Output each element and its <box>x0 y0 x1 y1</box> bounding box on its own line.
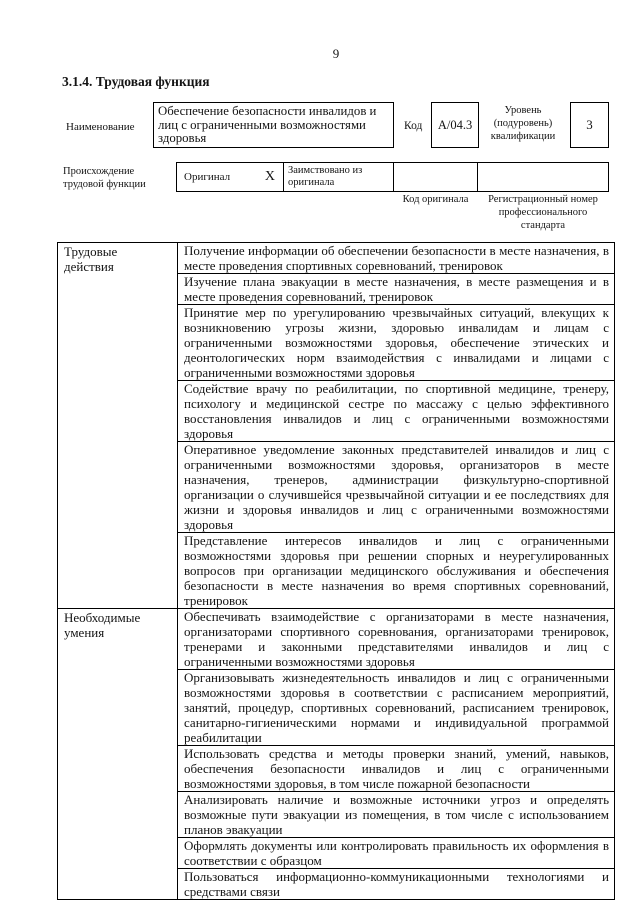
original-mark: X <box>264 169 275 184</box>
required-skill-item: Организовывать жизнедеятельность инвалидов и лиц с ограниченными возможностями здоровья в соответствии с расписанием мероприятий, занятий, процедур, спортивных соревнований, расписанием тренировок, санитарно-гигиеническими нормами и индивидуальной программой реабилитации <box>178 670 615 746</box>
required-skill-item: Оформлять документы или контролировать правильность их оформления в соответствии с образцом <box>178 838 615 869</box>
labor-actions-label: Трудовые действия <box>64 244 118 274</box>
function-code-box <box>431 102 479 148</box>
required-skill-item: Пользоваться информационно-коммуникационными технологиями и средствами связи <box>178 869 615 900</box>
table-row <box>58 243 615 274</box>
original-box <box>176 162 284 192</box>
function-name-box: Обеспечение безопасности инвалидов и лиц с ограниченными возможностями здоровья <box>153 102 394 148</box>
labor-action-item: Изучение плана эвакуации в месте назначения, в месте размещения и в месте проведения соревнований, тренировок <box>178 274 615 305</box>
origin-label: Происхождение трудовой функции <box>63 166 146 190</box>
section-title: 3.1.4. Трудовая функция <box>62 74 210 89</box>
qualification-level-box <box>570 102 609 148</box>
required-skills-label-cell <box>58 609 178 900</box>
labor-function-table <box>57 242 615 900</box>
code-label: Код <box>404 120 423 132</box>
labor-action-item: Принятие мер по урегулированию чрезвычайных ситуаций, влекущих к возникновению угрозы жизни, здоровью инвалидам и лицам с ограниченными возможностями здоровья, обеспечение этических и деонтологических норм взаимодействия с инвалидами и лицами с ограниченными возможностями здоровья <box>178 305 615 381</box>
labor-action-item: Оперативное уведомление законных представителей инвалидов и лиц с ограниченными возможностями здоровья, организаторов в месте назначения, тренеров, администрации физкультурно-спортивной организации о случившейся чрезвычайной ситуации и ее последствиях для жизни и здоровья инвалидов и лиц с ограниченными возможностями здоровья <box>178 442 615 533</box>
qualification-level-label: Уровень (подуровень) квалификации <box>490 105 556 142</box>
original-code-box <box>393 162 478 192</box>
function-code-value: А/04.3 <box>437 117 473 132</box>
name-label: Наименование <box>66 121 135 133</box>
labor-actions-label-cell <box>58 243 178 609</box>
labor-action-item: Получение информации об обеспечении безопасности в месте назначения, в месте проведения спортивных соревнований, тренировок <box>178 243 615 274</box>
registration-number-caption: Регистрационный номер профессионального стандарта <box>488 194 598 231</box>
labor-action-item: Представление интересов инвалидов и лиц с ограниченными возможностями здоровья при решении спорных и неурегулированных вопросов при организации медицинского обслуживания и обеспечения безопасности в месте назначения во время спортивных соревнований, тренировок <box>178 533 615 609</box>
original-label: Оригинал <box>184 171 231 183</box>
registration-number-box <box>477 162 609 192</box>
labor-action-item: Содействие врачу по реабилитации, по спортивной медицине, тренеру, психологу и медицинской сестре по массажу с целью эффективного восстановления инвалидов и лиц с ограниченными возможностями здоровья <box>178 381 615 442</box>
original-code-caption: Код оригинала <box>402 194 469 205</box>
required-skills-label: Необходимые умения <box>64 610 141 640</box>
page-number: 9 <box>332 46 340 61</box>
required-skill-item: Использовать средства и методы проверки знаний, умений, навыков, обеспечения безопасности инвалидов и лиц с ограниченными возможностями здоровья, в том числе пожарной безопасности <box>178 746 615 792</box>
qualification-level-value: 3 <box>586 117 593 132</box>
borrowed-box: Заимствовано из оригинала <box>283 162 394 192</box>
required-skill-item: Анализировать наличие и возможные источники угроз и определять возможные пути эвакуации из помещения, в том числе с использованием планов эвакуации <box>178 792 615 838</box>
table-row <box>58 609 615 670</box>
required-skill-item: Обеспечивать взаимодействие с организаторами в месте назначения, организаторами спортивного соревнования, организаторами тренировок, тренерами и законными представителями инвалидов и лиц с ограниченными возможностями здоровья <box>178 609 615 670</box>
